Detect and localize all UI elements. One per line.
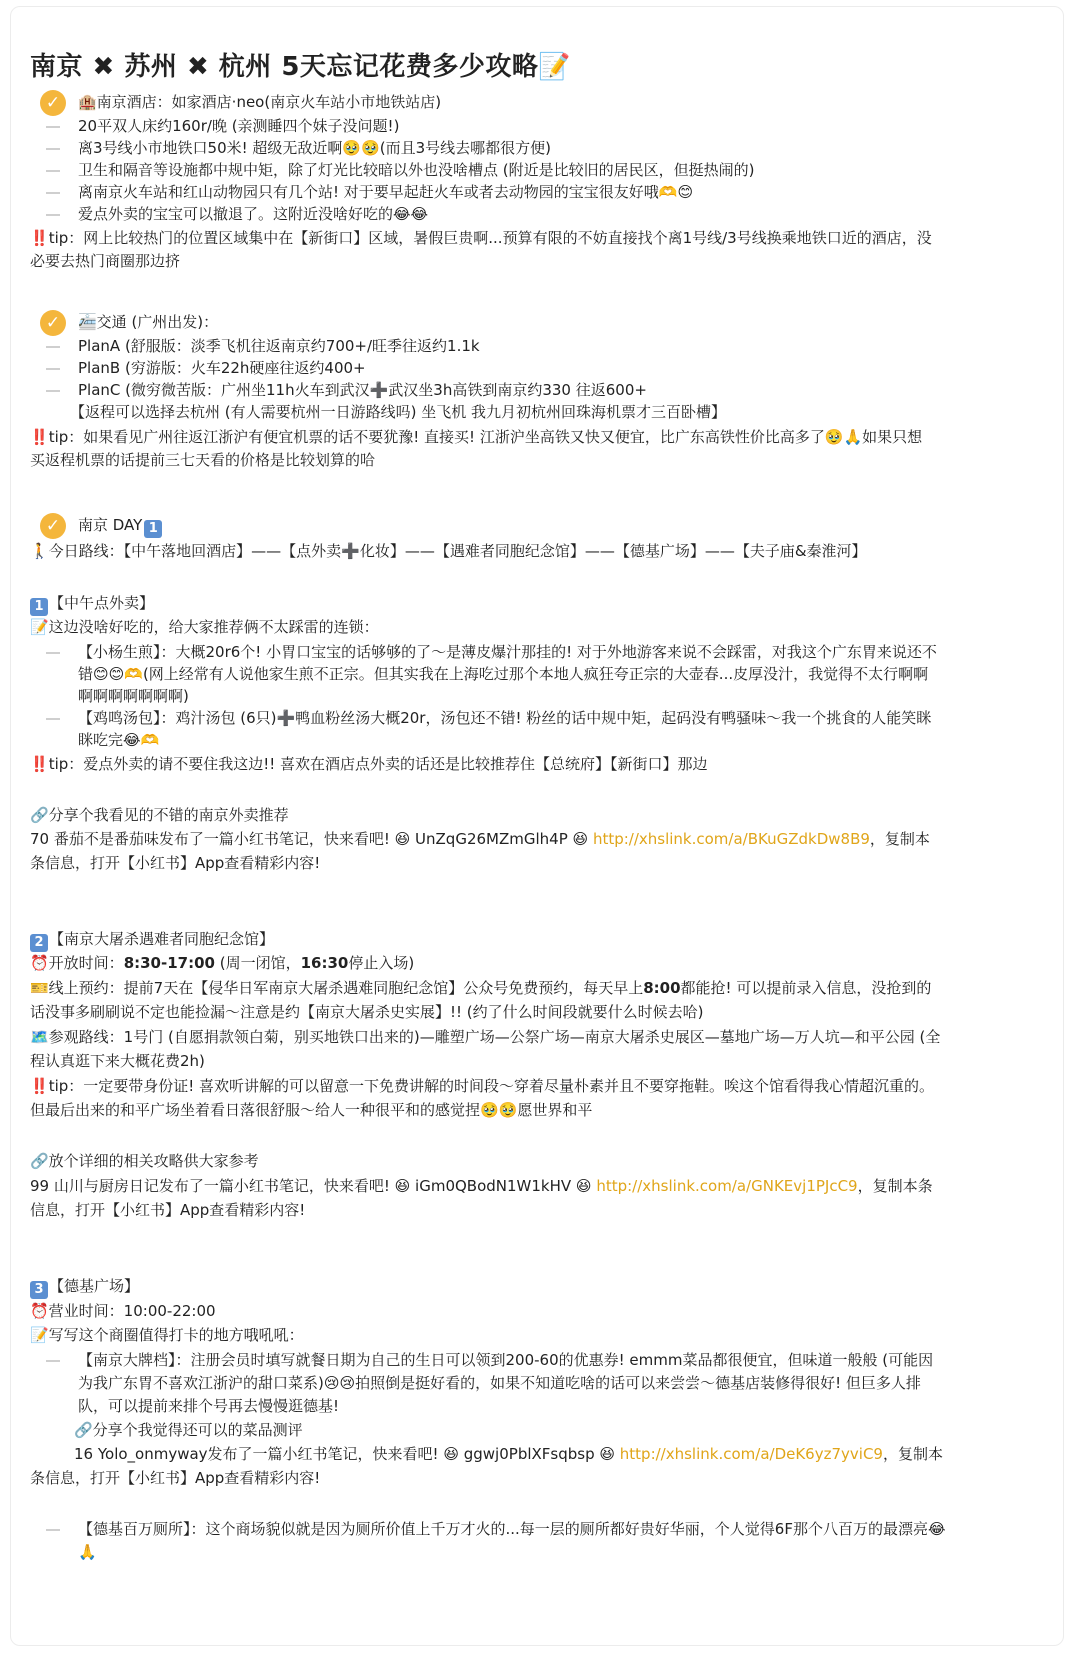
s2-heading-text: 【南京大屠杀遇难者同胞纪念馆】 [49, 930, 275, 948]
transport-plan: PlanB (穷游版：火车22h硬座往返约400+ [78, 359, 366, 377]
day1-route: 🚶今日路线：【中午落地回酒店】——【点外卖➕化妆】——【遇难者同胞纪念馆】——【德基广场】——【夫子庙&秦淮河】 [30, 542, 867, 560]
s1-share-heading: 🔗分享个我看见的不错的南京外卖推荐 [30, 806, 289, 824]
s2-open-post: 停止入场) [348, 954, 415, 972]
hotel-heading: 🏨南京酒店：如家酒店·neo(南京火车站小市地铁站店) [78, 93, 442, 111]
s1-shop1-line2: 错😊😊🫶(网上经常有人说他家生煎不正宗。但其实我在上海吃过那个本地人疯狂夸正宗的大壶春...皮厚没汁，我觉得不太行啊啊 [78, 665, 929, 683]
s2-share-text-cont: 信息，打开【小红书】App查看精彩内容! [30, 1201, 306, 1219]
s2-booking-cont: 话没事多刷刷说不定也能捡漏～注意是约【南京大屠杀史实展】!! (约了什么时间段就要什么时候去哈) [30, 1003, 704, 1021]
s2-number-badge: 2 [30, 934, 48, 952]
s3-share-heading: 🔗分享个我觉得还可以的菜品测评 [74, 1421, 303, 1439]
bullet-dash [46, 214, 60, 216]
s3-share-suffix: ，复制本 [882, 1445, 943, 1463]
s1-share-prefix: 70 番茄不是番茄味发布了一篇小红书笔记，快来看吧! 😆 UnZqG26MZmGlh4P 😆 [30, 830, 593, 848]
s3-number-badge: 3 [30, 1281, 48, 1299]
s1-tip: ‼️tip：爱点外卖的请不要住我这边!! 喜欢在酒店点外卖的话还是比较推荐住【总统府】【新街口】那边 [30, 755, 708, 773]
transport-plan: PlanC (微穷微苦版：广州坐11h火车到武汉➕武汉坐3h高铁到南京约330 往返600+ [78, 381, 647, 399]
s2-share-heading: 🔗放个详细的相关攻略供大家参考 [30, 1152, 259, 1170]
s2-heading [30, 929, 1045, 952]
s1-share-text [30, 829, 1045, 850]
s1-shop1-line3: 啊啊啊啊啊啊啊) [78, 687, 189, 705]
s1-heading-text: 【中午点外卖】 [49, 594, 155, 612]
day-number-badge: 1 [144, 520, 162, 538]
s1-intro: 📝这边没啥好吃的，给大家推荐俩不太踩雷的连锁： [30, 618, 379, 636]
s3-place2-line2: 🙏 [78, 1543, 97, 1561]
bullet-dash [46, 126, 60, 128]
s3-share-text [74, 1444, 943, 1465]
s3-heading-text: 【德基广场】 [49, 1277, 140, 1295]
s3-share-link[interactable]: http://xhslink.com/a/DeK6yz7yviC9 [619, 1445, 883, 1463]
transport-plan: PlanA (舒服版：淡季飞机往返南京约700+/旺季往返约1.1k [78, 337, 480, 355]
s2-share-suffix: ，复制本条 [857, 1177, 933, 1195]
s3-place1-line2: 为我广东胃不喜欢江浙沪的甜口菜系)😢😢拍照倒是挺好看的，如果不知道吃啥的话可以来尝尝～德基店装修得很好! 但巨多人排 [78, 1374, 921, 1392]
bullet-dash [46, 192, 60, 194]
bullet-dash [46, 390, 60, 392]
hotel-bullet: 爱点外卖的宝宝可以撤退了。这附近没啥好吃的😂😂 [78, 205, 429, 223]
bullet-dash [46, 170, 60, 172]
alert-icon: ‼️ [30, 755, 49, 773]
s2-tip-cont: 但最后出来的和平广场坐着看日落很舒服～给人一种很平和的感觉捏🥹🥹愿世界和平 [30, 1101, 593, 1119]
s1-share-text-cont: 条信息，打开【小红书】App查看精彩内容! [30, 854, 321, 872]
s2-booking-time: 8:00 [643, 979, 681, 997]
transport-note: 【返程可以选择去杭州 (有人需要杭州一日游路线吗) 坐飞机 我九月初杭州回珠海机票才三百卧槽】 [70, 403, 727, 421]
bullet-dash [46, 1360, 60, 1362]
s1-number-badge: 1 [30, 598, 48, 616]
hotel-bullet: 离南京火车站和红山动物园只有几个站! 对于要早起赶火车或者去动物园的宝宝很友好哦🫶😊 [78, 183, 694, 201]
s3-place1-line3: 队，可以提前来排个号再去慢慢逛德基! [78, 1397, 340, 1415]
alert-icon: ‼️ [30, 229, 49, 247]
s2-share-link[interactable]: http://xhslink.com/a/GNKEvj1PJcC9 [596, 1177, 858, 1195]
s1-shop2-line2: 眯吃完😂🫶 [78, 731, 160, 749]
bullet-dash [46, 1529, 60, 1531]
day1-heading-text: 南京 DAY [78, 516, 143, 534]
s2-visit-route: 🗺️参观路线：1号门 (自愿捐款领白菊，别买地铁口出来的)—雕塑广场—公祭广场—南京大屠杀史展区—墓地广场—万人坑—和平公园 (全 [30, 1028, 941, 1046]
check-icon: ✓ [40, 90, 66, 116]
day1-heading [78, 515, 163, 538]
hotel-tip: ‼️tip：网上比较热门的位置区域集中在【新街口】区域，暑假巨贵啊...预算有限的不妨直接找个离1号线/3号线换乘地铁口近的酒店，没 [30, 229, 932, 247]
s3-intro: 📝写写这个商圈值得打卡的地方哦吼吼： [30, 1326, 304, 1344]
s1-shop2-line1: 【鸡鸣汤包】：鸡汁汤包 (6只)➕鸭血粉丝汤大概20r，汤包还不错! 粉丝的话中规中矩，起码没有鸭骚味～我一个挑食的人能笑眯 [78, 709, 932, 727]
hotel-tip-cont: 必要去热门商圈那边挤 [30, 252, 181, 270]
page-title: 南京 ✖ 苏州 ✖ 杭州 5天忘记花费多少攻略📝 [30, 52, 572, 82]
bullet-dash [46, 346, 60, 348]
hotel-bullet: 离3号线小市地铁口50米! 超级无敌近啊🥹🥹(而且3号线去哪都很方便) [78, 139, 552, 157]
s1-shop1-line1: 【小杨生煎】：大概20r6个! 小胃口宝宝的话够够的了～是薄皮爆汁那挂的! 对于外地游客来说不会踩雷，对我这个广东胃来说还不 [78, 643, 937, 661]
s2-visit-route-cont: 程认真逛下来大概花费2h) [30, 1052, 205, 1070]
s2-tip: ‼️tip：一定要带身份证! 喜欢听讲解的可以留意一下免费讲解的时间段～穿着尽量朴素并且不要穿拖鞋。唉这个馆看得我心情超沉重的。 [30, 1077, 935, 1095]
s2-share-text [30, 1176, 1045, 1197]
bullet-dash [46, 368, 60, 370]
s3-place2-line1: 【德基百万厕所】：这个商场貌似就是因为厕所价值上千万才火的...每一层的厕所都好贵好华丽，个人觉得6F那个八百万的最漂亮😂 [78, 1520, 946, 1538]
s2-open-label: ⏰开放时间： [30, 954, 124, 972]
bullet-dash [46, 148, 60, 150]
s3-share-prefix: 16 Yolo_onmyway发布了一篇小红书笔记，快来看吧! 😆 ggwj0PblXFsqbsp 😆 [74, 1445, 620, 1463]
transport-tip-cont: 买返程机票的话提前三七天看的价格是比较划算的哈 [30, 451, 376, 469]
transport-tip: ‼️tip：如果看见广州往返江浙沪有便宜机票的话不要犹豫! 直接买! 江浙沪坐高铁又快又便宜，比广东高铁性价比高多了🥹🙏如果只想 [30, 428, 923, 446]
bullet-dash [46, 652, 60, 654]
s3-share-text-cont: 条信息，打开【小红书】App查看精彩内容! [30, 1469, 321, 1487]
transport-heading: 🚈交通 (广州出发)： [78, 313, 219, 331]
s2-open-time: 8:30-17:00 [123, 954, 215, 972]
hotel-bullet: 卫生和隔音等设施都中规中矩，除了灯光比较暗以外也没啥槽点 (附近是比较旧的居民区，但挺热闹的) [78, 161, 755, 179]
alert-icon: ‼️ [30, 1077, 49, 1095]
s2-share-prefix: 99 山川与厨房日记发布了一篇小红书笔记，快来看吧! 😆 iGm0QBodN1W1kHV 😆 [30, 1177, 597, 1195]
s1-heading [30, 593, 1045, 616]
s1-share-link[interactable]: http://xhslink.com/a/BKuGZdkDw8B9 [592, 830, 870, 848]
s3-heading [30, 1276, 1045, 1299]
check-icon: ✓ [40, 310, 66, 336]
s2-booking-pre: 🎫线上预约：提前7天在【侵华日军南京大屠杀遇难同胞纪念馆】公众号免费预约，每天早上 [30, 979, 644, 997]
s3-place1-line1: 【南京大牌档】：注册会员时填写就餐日期为自己的生日可以领到200-60的优惠券! emmm菜品都很便宜，但味道一般般 (可能因 [78, 1351, 934, 1369]
s2-booking-post: 都能抢! 可以提前录入信息，没抢到的 [680, 979, 932, 997]
hotel-bullet: 20平双人床约160r/晚 (亲测睡四个妹子没问题!) [78, 117, 400, 135]
alert-icon: ‼️ [30, 428, 49, 446]
s2-stop-time: 16:30 [300, 954, 349, 972]
s3-hours: ⏰营业时间：10:00-22:00 [30, 1302, 216, 1320]
s2-booking [30, 978, 1045, 999]
check-icon: ✓ [40, 513, 66, 539]
bullet-dash [46, 718, 60, 720]
s2-open-hours [30, 953, 1045, 974]
s2-open-mid: (周一闭馆， [214, 954, 301, 972]
s1-share-suffix: ，复制本 [869, 830, 930, 848]
